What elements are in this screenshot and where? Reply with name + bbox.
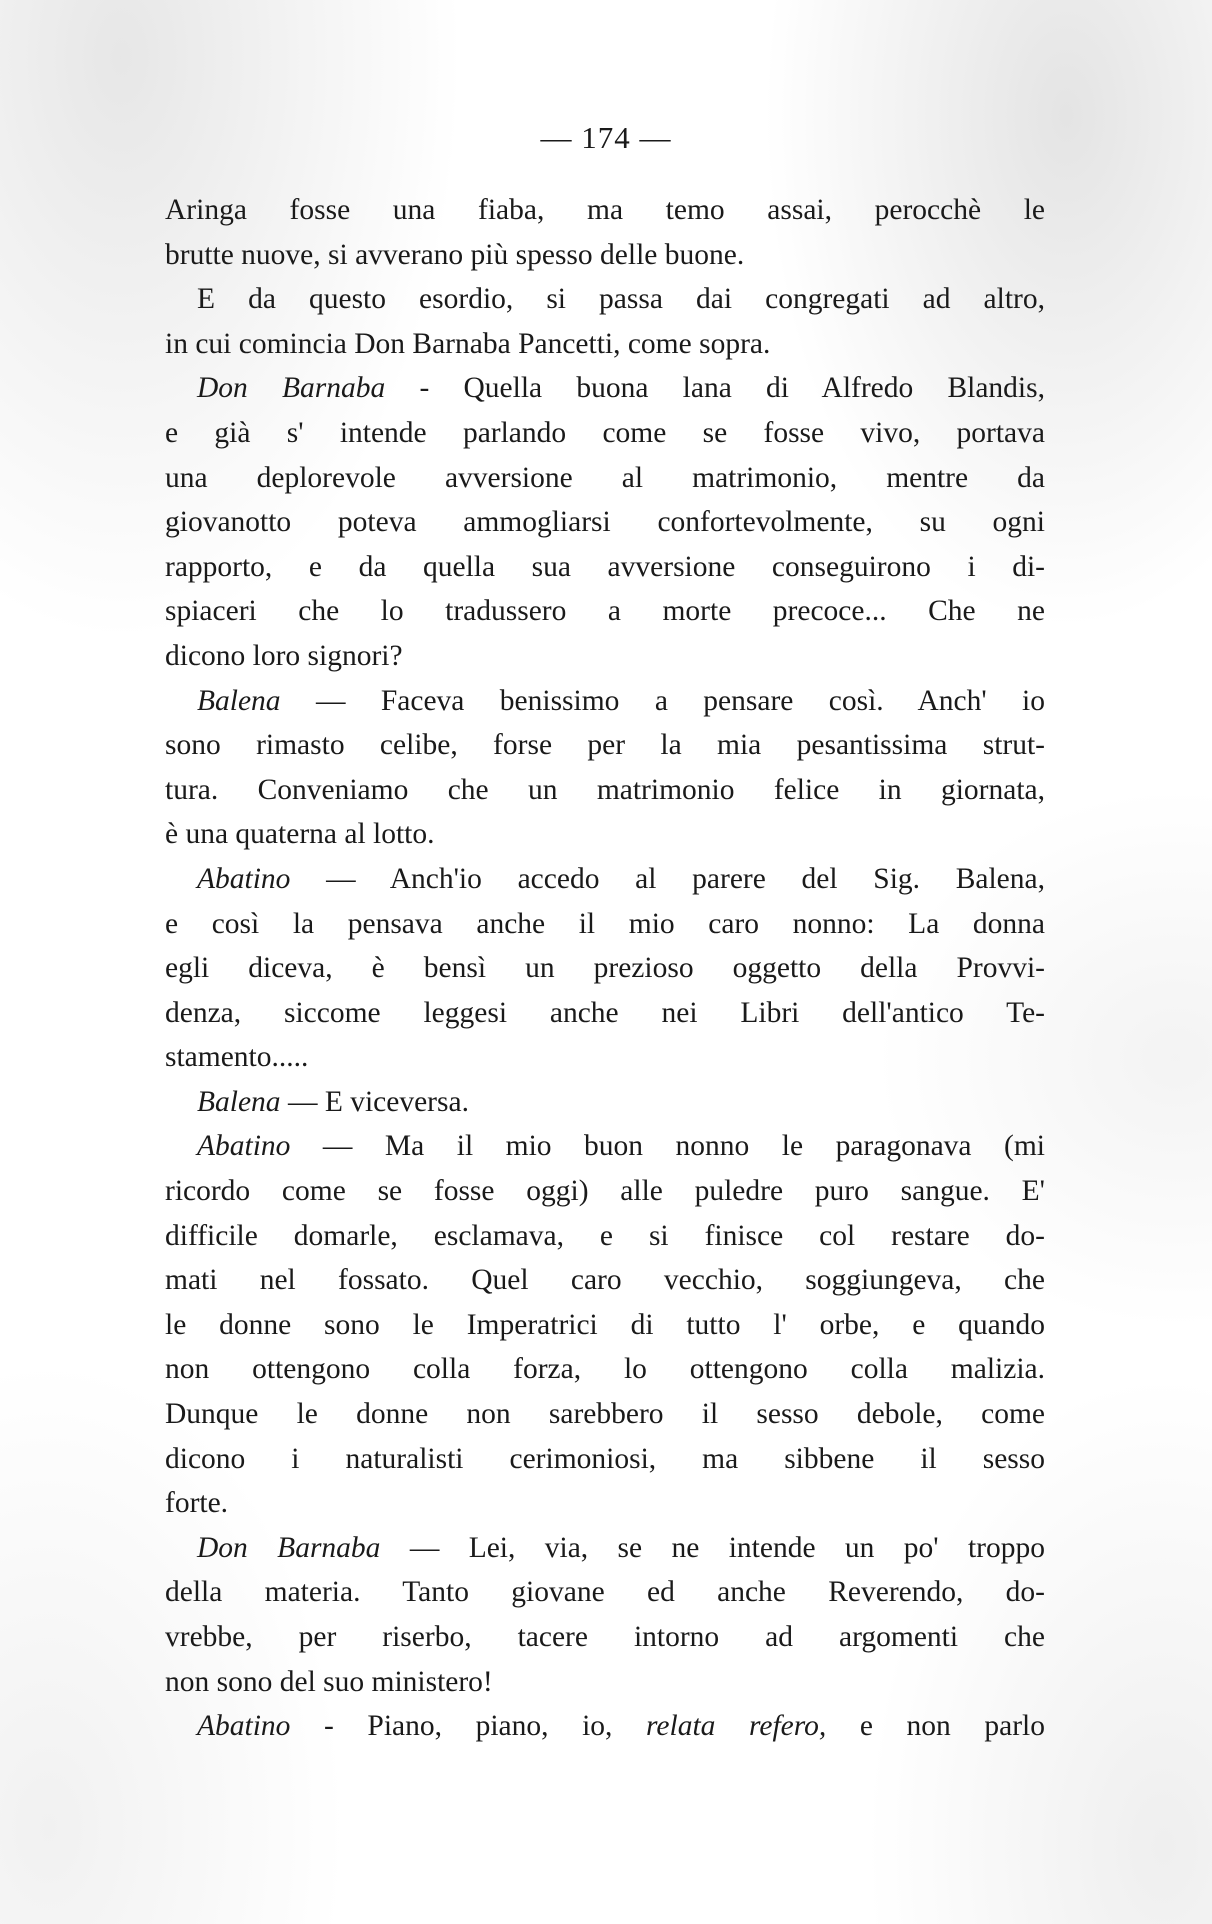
line-text: denza, siccome leggesi anche nei Libri dell'antico Te- bbox=[165, 996, 1045, 1029]
line-text: dicono loro signori? bbox=[165, 639, 403, 672]
text-line bbox=[165, 991, 1045, 1036]
italic-text: Don Barnaba bbox=[197, 1531, 381, 1564]
line-text: tura. Conveniamo che un matrimonio felice in giornata, bbox=[165, 773, 1045, 806]
text-line bbox=[165, 1347, 1045, 1392]
text-line bbox=[165, 723, 1045, 768]
text-line bbox=[165, 1303, 1045, 1348]
line-text: difficile domarle, esclamava, e si finisce col restare do- bbox=[165, 1219, 1045, 1252]
text-line bbox=[165, 946, 1045, 991]
text-line bbox=[165, 411, 1045, 456]
line-text: rapporto, e da quella sua avversione conseguirono i di- bbox=[165, 550, 1045, 583]
text-line bbox=[165, 857, 1045, 902]
body-text bbox=[165, 188, 1045, 1749]
line-text: - Piano, piano, io, bbox=[290, 1710, 647, 1743]
text-line bbox=[165, 589, 1045, 634]
text-line bbox=[165, 1169, 1045, 1214]
line-text: non sono del suo ministero! bbox=[165, 1665, 493, 1698]
text-line bbox=[165, 366, 1045, 411]
line-text: spiaceri che lo tradussero a morte precoce... Che ne bbox=[165, 595, 1045, 628]
text-line bbox=[165, 500, 1045, 545]
text-line bbox=[165, 1258, 1045, 1303]
italic-text: Abatino bbox=[197, 862, 291, 895]
text-line bbox=[165, 902, 1045, 947]
italic-text: Abatino bbox=[197, 1710, 291, 1743]
italic-text: Don Barnaba bbox=[197, 372, 386, 405]
line-text: della materia. Tanto giovane ed anche Reverendo, do- bbox=[165, 1576, 1045, 1609]
line-text: è una quaterna al lotto. bbox=[165, 818, 435, 851]
line-text: vrebbe, per riserbo, tacere intorno ad argomenti che bbox=[165, 1621, 1045, 1653]
line-text: dicono i naturalisti cerimoniosi, ma sibbene il sesso bbox=[165, 1442, 1045, 1475]
line-text: brutte nuove, si avverano più spesso delle buone. bbox=[165, 238, 745, 271]
text-line bbox=[165, 456, 1045, 501]
line-text: - Quella buona lana di Alfredo Blandis, bbox=[385, 372, 1045, 405]
line-text: — Lei, via, se ne intende un po' troppo bbox=[380, 1531, 1045, 1564]
italic-text: Balena bbox=[197, 1085, 281, 1118]
text-line bbox=[165, 1392, 1045, 1437]
text-line bbox=[165, 1124, 1045, 1169]
text-line bbox=[165, 812, 1045, 857]
line-text: — Ma il mio buon nonno le paragonava (mi bbox=[290, 1130, 1045, 1163]
line-text: in cui comincia Don Barnaba Pancetti, come sopra. bbox=[165, 327, 771, 360]
italic-text: relata refero, bbox=[646, 1710, 827, 1743]
line-text: una deplorevole avversione al matrimonio, mentre da bbox=[165, 461, 1045, 494]
italic-text: Balena bbox=[197, 684, 281, 717]
text-line bbox=[165, 1526, 1045, 1571]
line-text: — E viceversa. bbox=[280, 1085, 469, 1118]
text-line bbox=[165, 679, 1045, 724]
text-line bbox=[165, 1214, 1045, 1259]
text-line bbox=[165, 1437, 1045, 1482]
text-line bbox=[165, 1481, 1045, 1526]
line-text: sono rimasto celibe, forse per la mia pesantissima strut- bbox=[165, 729, 1045, 762]
line-text: egli diceva, è bensì un prezioso oggetto della Provvi- bbox=[165, 952, 1045, 985]
page-number: — 174 — bbox=[540, 120, 672, 155]
line-text: — Anch'io accedo al parere del Sig. Balena, bbox=[290, 862, 1045, 895]
line-text: mati nel fossato. Quel caro vecchio, soggiungeva, che bbox=[165, 1264, 1045, 1297]
text-line bbox=[165, 634, 1045, 679]
line-text: stamento..... bbox=[165, 1041, 309, 1074]
line-text: — Faceva benissimo a pensare così. Anch' io bbox=[280, 684, 1045, 717]
line-text: Dunque le donne non sarebbero il sesso debole, come bbox=[165, 1398, 1045, 1431]
text-line bbox=[165, 1570, 1045, 1615]
text-line bbox=[165, 188, 1045, 233]
text-line bbox=[165, 545, 1045, 590]
text-line bbox=[165, 1660, 1045, 1705]
line-text: E da questo esordio, si passa dai congregati ad altro, bbox=[197, 283, 1045, 316]
text-line bbox=[165, 1704, 1045, 1749]
text-line bbox=[165, 1035, 1045, 1080]
line-text: giovanotto poteva ammogliarsi confortevolmente, su ogni bbox=[165, 506, 1045, 539]
line-text: non ottengono colla forza, lo ottengono colla malizia. bbox=[165, 1353, 1045, 1386]
line-text: le donne sono le Imperatrici di tutto l' orbe, e quando bbox=[165, 1308, 1045, 1341]
line-text: Aringa fosse una fiaba, ma temo assai, perocchè le bbox=[165, 194, 1045, 226]
text-line bbox=[165, 1080, 1045, 1125]
line-text: e così la pensava anche il mio caro nonno: La donna bbox=[165, 907, 1045, 940]
italic-text: Abatino bbox=[197, 1130, 291, 1163]
line-text: e già s' intende parlando come se fosse vivo, portava bbox=[165, 416, 1045, 449]
text-line bbox=[165, 322, 1045, 367]
text-line bbox=[165, 233, 1045, 278]
text-line bbox=[165, 1615, 1045, 1660]
text-line bbox=[165, 768, 1045, 813]
line-text: e non parlo bbox=[826, 1710, 1045, 1743]
text-line bbox=[165, 277, 1045, 322]
line-text: ricordo come se fosse oggi) alle puledre puro sangue. E' bbox=[165, 1175, 1045, 1208]
line-text: forte. bbox=[165, 1487, 229, 1520]
